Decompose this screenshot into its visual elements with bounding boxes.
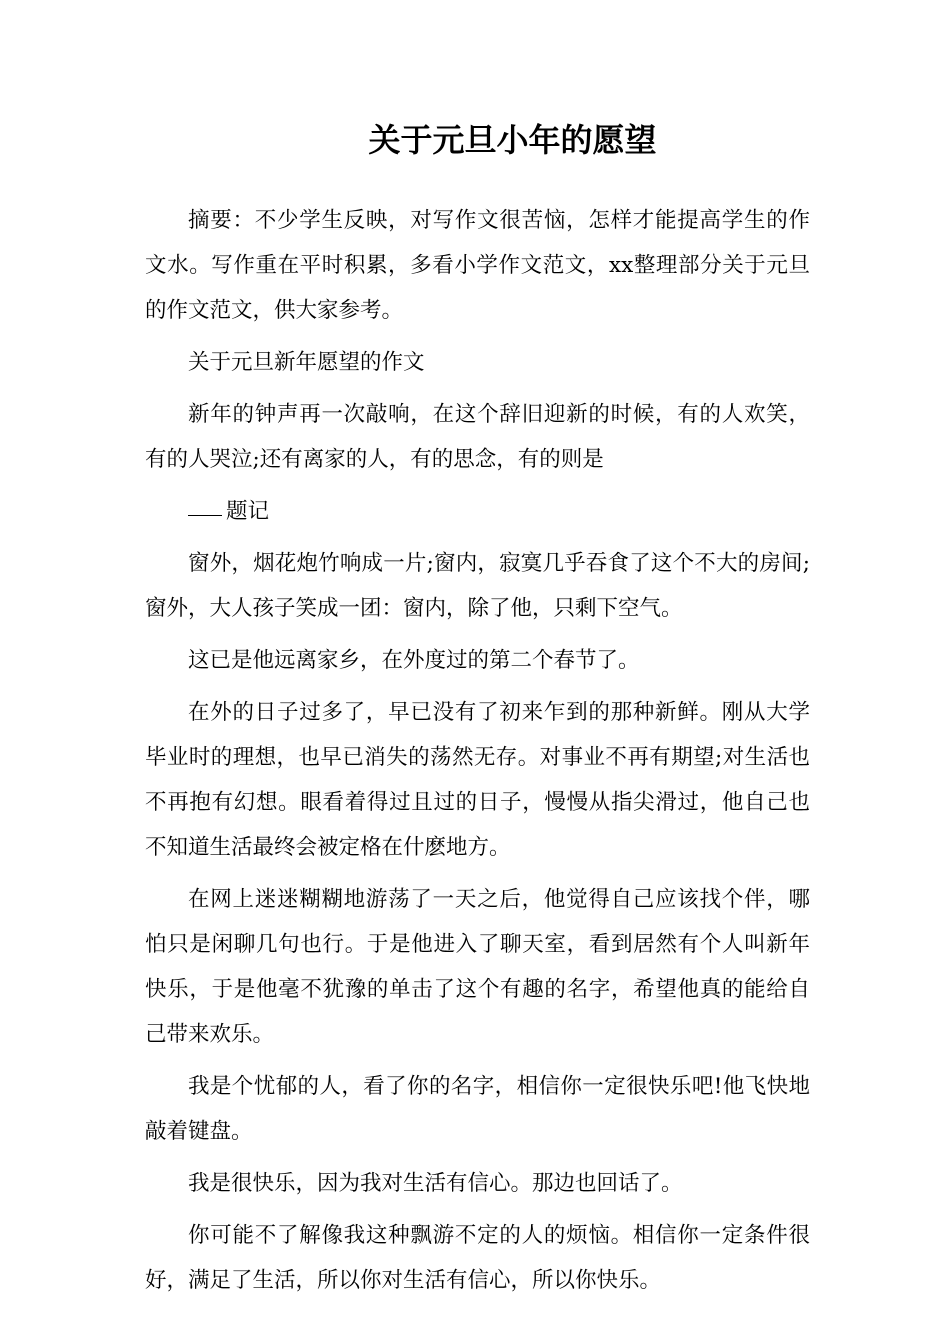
document-title: 关于元旦小年的愿望 <box>368 121 657 159</box>
paragraph-reply: 我是很快乐，因为我对生活有信心。那边也回话了。 <box>188 1171 683 1196</box>
paragraph-window: 窗外，烟花炮竹响成一片;窗内，寂寞几乎吞食了这个不大的房间;窗外，大人孩子笑成一团：窗内，除了他，只剩下空气。 <box>145 551 810 621</box>
paragraph-intro: 新年的钟声再一次敲响，在这个辞旧迎新的时候，有的人欢笑，有的人哭泣;还有离家的人，有的思念，有的则是 <box>145 402 810 472</box>
paragraph-melancholy: 我是个忧郁的人，看了你的名字，相信你一定很快乐吧!他飞快地敲着键盘。 <box>145 1074 810 1144</box>
paragraph-worries: 你可能不了解像我这种飘游不定的人的烦恼。相信你一定条件很好，满足了生活，所以你对生活有信心，所以你快乐。 <box>145 1223 810 1293</box>
blank-underline <box>188 515 222 516</box>
paragraph-epigraph <box>145 489 810 534</box>
paragraph-subheading: 关于元旦新年愿望的作文 <box>188 350 425 375</box>
paragraph-abstract: 摘要：不少学生反映，对写作文很苦恼，怎样才能提高学生的作文水。写作重在平时积累，多看小学作文范文，xx整理部分关于元旦的作文范文，供大家参考。 <box>145 208 810 323</box>
paragraph-days-abroad: 在外的日子过多了，早已没有了初来乍到的那种新鲜。刚从大学毕业时的理想，也早已消失的荡然无存。对事业不再有期望;对生活也不再抱有幻想。眼看着得过且过的日子，慢慢从指尖滑过，他自己也不知道生活最终会被定格在什麽地方。 <box>145 700 810 860</box>
epigraph-label: 题记 <box>226 499 270 524</box>
paragraph-chatroom: 在网上迷迷糊糊地游荡了一天之后，他觉得自己应该找个伴，哪怕只是闲聊几句也行。于是他进入了聊天室，看到居然有个人叫新年快乐，于是他毫不犹豫的单击了这个有趣的名字，希望他真的能给自己带来欢乐。 <box>145 887 810 1047</box>
paragraph-second-spring: 这已是他远离家乡，在外度过的第二个春节了。 <box>188 648 640 673</box>
